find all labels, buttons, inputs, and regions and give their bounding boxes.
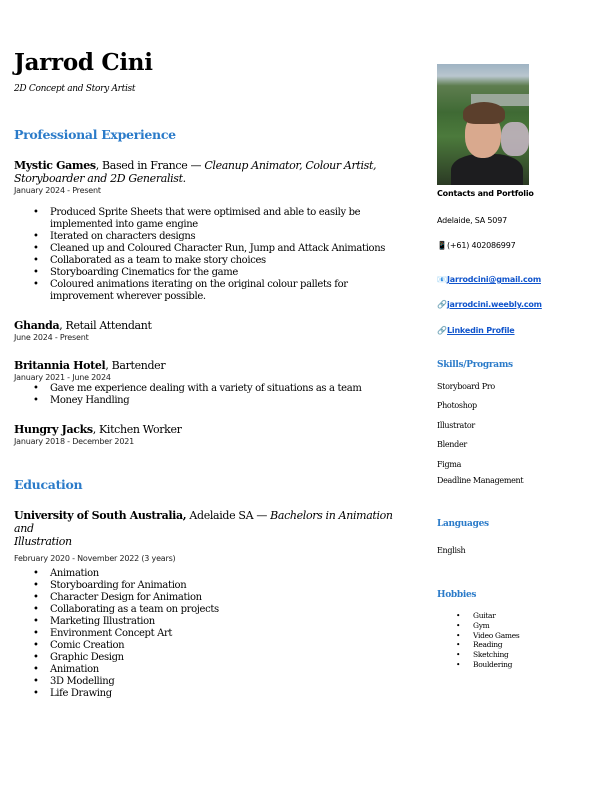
job-mystic-games	[14, 159, 414, 303]
link-icon: 🔗	[437, 326, 447, 335]
email-link[interactable]: Jarrodcini@gmail.com	[447, 275, 541, 284]
section-title-education: Education	[14, 477, 83, 492]
job-bullets	[14, 383, 414, 407]
bullet: • Storyboarding Cinematics for the game	[50, 267, 414, 279]
website-row	[437, 292, 542, 311]
skill-item: Blender	[437, 440, 467, 449]
subject: • Comic Creation	[50, 640, 414, 652]
bullet: • Iterated on characters designs	[50, 231, 414, 243]
subject: • Marketing Illustration	[50, 616, 414, 628]
company-name: Britannia Hotel	[14, 359, 106, 372]
job-location: , Based in France —	[95, 159, 205, 172]
hobby: • Bouldering	[473, 660, 519, 670]
phone-row	[437, 241, 515, 250]
education-subjects	[14, 568, 414, 700]
hobby: • Guitar	[473, 611, 519, 621]
bullet: • Produced Sprite Sheets that were optimised and able to easily be implemented into game engine	[50, 207, 380, 231]
job-dates: January 2021 - June 2024	[14, 373, 111, 382]
linkedin-link[interactable]: Linkedin Profile	[447, 326, 515, 335]
email-icon: 📧	[437, 275, 447, 284]
job-role: , Bartender	[105, 359, 166, 372]
job-dates: January 2018 - December 2021	[14, 437, 134, 446]
sidebar	[437, 64, 597, 669]
company-name: Ghanda	[14, 319, 60, 332]
subject: • Life Drawing	[50, 688, 414, 700]
skill-item: Figma	[437, 460, 462, 469]
job-role: , Kitchen Worker	[92, 423, 182, 436]
job-role: , Retail Attendant	[59, 319, 152, 332]
main-column	[14, 48, 414, 94]
job-ghanda	[14, 319, 414, 343]
job-britannia	[14, 359, 414, 407]
hobbies-list	[437, 611, 519, 670]
linkedin-row	[437, 318, 515, 337]
languages-title: Languages	[437, 519, 489, 529]
subject: • Animation	[50, 568, 414, 580]
job-role: Cleanup Animator, Colour Artist,	[204, 159, 377, 172]
skill-item: Storyboard Pro	[437, 382, 495, 391]
education-entry	[14, 509, 414, 700]
tagline: 2D Concept and Story Artist	[14, 84, 136, 94]
degree: Bachelors in Animation and	[14, 509, 393, 535]
subject: • Graphic Design	[50, 652, 414, 664]
company-name: Hungry Jacks	[14, 423, 93, 436]
skill-item: Photoshop	[437, 401, 477, 410]
address: Adelaide, SA 5097	[437, 216, 507, 225]
bullet: • Collaborated as a team to make story choices	[50, 255, 414, 267]
profile-photo	[437, 64, 529, 185]
job-role-cont: Storyboarder and 2D Generalist.	[14, 172, 186, 185]
bullet: • Coloured animations iterating on the original colour pallets for improvement wherever possible.	[50, 279, 380, 303]
subject: • Collaborating as a team on projects	[50, 604, 414, 616]
skills-title: Skills/Programs	[437, 360, 513, 370]
language-item: English	[437, 546, 466, 555]
subject: • Storyboarding for Animation	[50, 580, 414, 592]
hobby: • Gym	[473, 621, 519, 631]
degree-cont: Illustration	[14, 535, 72, 548]
skill-item: Deadline Management	[437, 476, 524, 485]
hobby: • Video Games	[473, 631, 519, 641]
bullet: • Cleaned up and Coloured Character Run, Jump and Attack Animations	[50, 243, 414, 255]
contacts-title: Contacts and Portfolio	[437, 189, 534, 198]
bullet: • Gave me experience dealing with a variety of situations as a team	[50, 383, 414, 395]
link-icon: 🔗	[437, 300, 447, 309]
subject: • Environment Concept Art	[50, 628, 414, 640]
school-name: University of South Australia,	[14, 509, 187, 522]
website-link[interactable]: jarrodcini.weebly.com	[447, 300, 542, 309]
person-name: Jarrod Cini	[14, 49, 153, 76]
job-dates: June 2024 - Present	[14, 333, 89, 342]
subject: • 3D Modelling	[50, 676, 414, 688]
phone: (+61) 402086997	[447, 241, 516, 250]
skill-item: Illustrator	[437, 421, 475, 430]
phone-icon: 📱	[437, 241, 447, 250]
hobby: • Sketching	[473, 650, 519, 660]
subject: • Character Design for Animation	[50, 592, 414, 604]
job-heading	[14, 159, 414, 172]
hobbies-title: Hobbies	[437, 590, 477, 600]
section-title-experience: Professional Experience	[14, 127, 176, 142]
school-location: Adelaide SA —	[186, 509, 271, 522]
bullet: • Money Handling	[50, 395, 414, 407]
hobby: • Reading	[473, 640, 519, 650]
subject: • Animation	[50, 664, 414, 676]
job-bullets	[14, 207, 414, 303]
email-row	[437, 267, 541, 286]
job-dates: January 2024 - Present	[14, 186, 101, 195]
company-name: Mystic Games	[14, 159, 96, 172]
education-dates: February 2020 - November 2022 (3 years)	[14, 554, 176, 563]
job-hungry-jacks	[14, 423, 414, 447]
